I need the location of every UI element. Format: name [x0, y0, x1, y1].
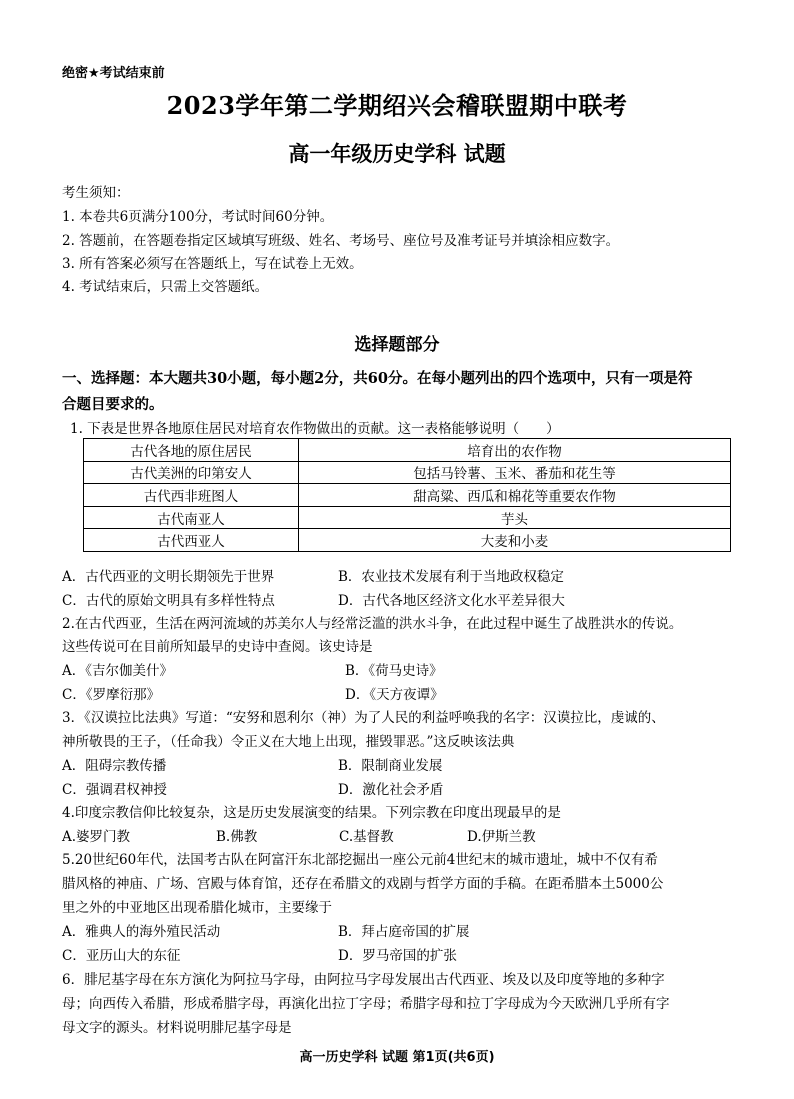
option: A．古代西亚的文明长期领先于世界	[62, 569, 275, 585]
part-title: 选择题部分	[354, 335, 440, 355]
q6-stem: 母；向西传入希腊，形成希腊字母，再演化出拉丁字母；希腊字母和拉丁字母成为今天欧洲几乎所有字	[62, 996, 670, 1012]
notice-item: 2. 答题前，在答题卷指定区域填写班级、姓名、考场号、座位号及准考证号并填涂相应数字。	[62, 233, 620, 249]
option: C．古代的原始文明具有多样性特点	[62, 593, 275, 609]
q2-stem: 2.在古代西亚，生活在两河流域的苏美尔人与经常泛滥的洪水斗争，在此过程中诞生了战胜洪水的传说。	[62, 616, 683, 632]
q6-stem: 6．腓尼基字母在东方演化为阿拉马字母，由阿拉马字母发展出古代西亚、埃及以及印度等地的多种字	[62, 972, 665, 988]
option: C．《罗摩衍那》	[62, 687, 161, 703]
option: C.基督教	[339, 829, 394, 845]
table-header-row	[84, 439, 731, 462]
table-header-cell: 古代各地的原住居民	[84, 439, 299, 462]
option: B．拜占庭帝国的扩展	[338, 924, 470, 940]
q4-stem: 4.印度宗教信仰比较复杂，这是历史发展演变的结果。下列宗教在印度出现最早的是	[62, 805, 561, 821]
table-cell: 芋头	[299, 506, 731, 529]
option: B．限制商业发展	[338, 758, 443, 774]
q3-stem: 3．《汉谟拉比法典》写道：“安努和恩利尔（神）为了人民的利益呼唤我的名字：汉谟拉比，虔诚的、	[62, 710, 665, 726]
table-row	[84, 529, 731, 552]
option: A．阻碍宗教传播	[62, 758, 167, 774]
q1-stem: 1. 下表是世界各地原住居民对培育农作物做出的贡献。这一表格能够说明（ ）	[70, 421, 560, 437]
table-cell: 大麦和小麦	[299, 529, 731, 552]
exam-title: 2023学年第二学期绍兴会稽联盟期中联考	[166, 91, 628, 120]
table-cell: 古代西非班图人	[84, 484, 299, 507]
table-row	[84, 484, 731, 507]
table-cell: 古代南亚人	[84, 506, 299, 529]
notice-item: 1. 本卷共6页满分100分，考试时间60分钟。	[62, 209, 334, 225]
option: A.婆罗门教	[62, 829, 131, 845]
option: D．《天方夜谭》	[345, 687, 444, 703]
q2-stem: 这些传说可在目前所知最早的史诗中查阅。该史诗是	[62, 639, 373, 655]
notice-item: 4. 考试结束后，只需上交答题纸。	[62, 279, 269, 295]
table-cell: 甜高粱、西瓜和棉花等重要农作物	[299, 484, 731, 507]
option: D．激化社会矛盾	[338, 782, 444, 798]
option: B.佛教	[216, 829, 258, 845]
crops-table	[83, 438, 731, 552]
q5-stem: 腊风格的神庙、广场、宫殿与体育馆，还存在希腊文的戏剧与哲学方面的手稿。在距希腊本土5000公	[62, 876, 664, 892]
option: C．亚历山大的东征	[62, 948, 181, 964]
option: D．罗马帝国的扩张	[338, 948, 457, 964]
page-footer: 高一历史学科 试题 第1页(共6页)	[299, 1050, 495, 1065]
option: B．《荷马史诗》	[345, 663, 443, 679]
option: C．强调君权神授	[62, 782, 167, 798]
section-instructions-line2: 合题目要求的。	[62, 396, 164, 413]
notice-heading: 考生须知：	[62, 185, 130, 201]
exam-subtitle: 高一年级历史学科 试题	[288, 141, 506, 166]
table-cell: 古代美洲的印第安人	[84, 461, 299, 484]
q6-stem: 母文字的源头。材料说明腓尼基字母是	[62, 1020, 292, 1036]
table-row	[84, 461, 731, 484]
q5-stem: 里之外的中亚地区出现希腊化城市，主要缘于	[62, 900, 332, 916]
option: D.伊斯兰教	[467, 829, 536, 845]
notice-item: 3. 所有答案必须写在答题纸上，写在试卷上无效。	[62, 256, 363, 272]
option: D．古代各地区经济文化水平差异很大	[338, 593, 565, 609]
table-row	[84, 506, 731, 529]
option: B．农业技术发展有利于当地政权稳定	[338, 569, 564, 585]
confidential-label: 绝密★考试结束前	[62, 66, 165, 81]
q3-stem: 神所敬畏的王子，（任命我）令正义在大地上出现，摧毁罪恶。”这反映该法典	[62, 734, 515, 750]
table-header-cell: 培育出的农作物	[299, 439, 731, 462]
section-instructions-line1: 一、选择题：本大题共30小题，每小题2分，共60分。在每小题列出的四个选项中，只有一项是符	[62, 370, 693, 387]
option: A．《吉尔伽美什》	[62, 663, 173, 679]
table-cell: 古代西亚人	[84, 529, 299, 552]
table-cell: 包括马铃薯、玉米、番茄和花生等	[299, 461, 731, 484]
option: A．雅典人的海外殖民活动	[62, 924, 221, 940]
q5-stem: 5.20世纪60年代，法国考古队在阿富汗东北部挖掘出一座公元前4世纪末的城市遗址，城中不仅有希	[62, 852, 658, 868]
